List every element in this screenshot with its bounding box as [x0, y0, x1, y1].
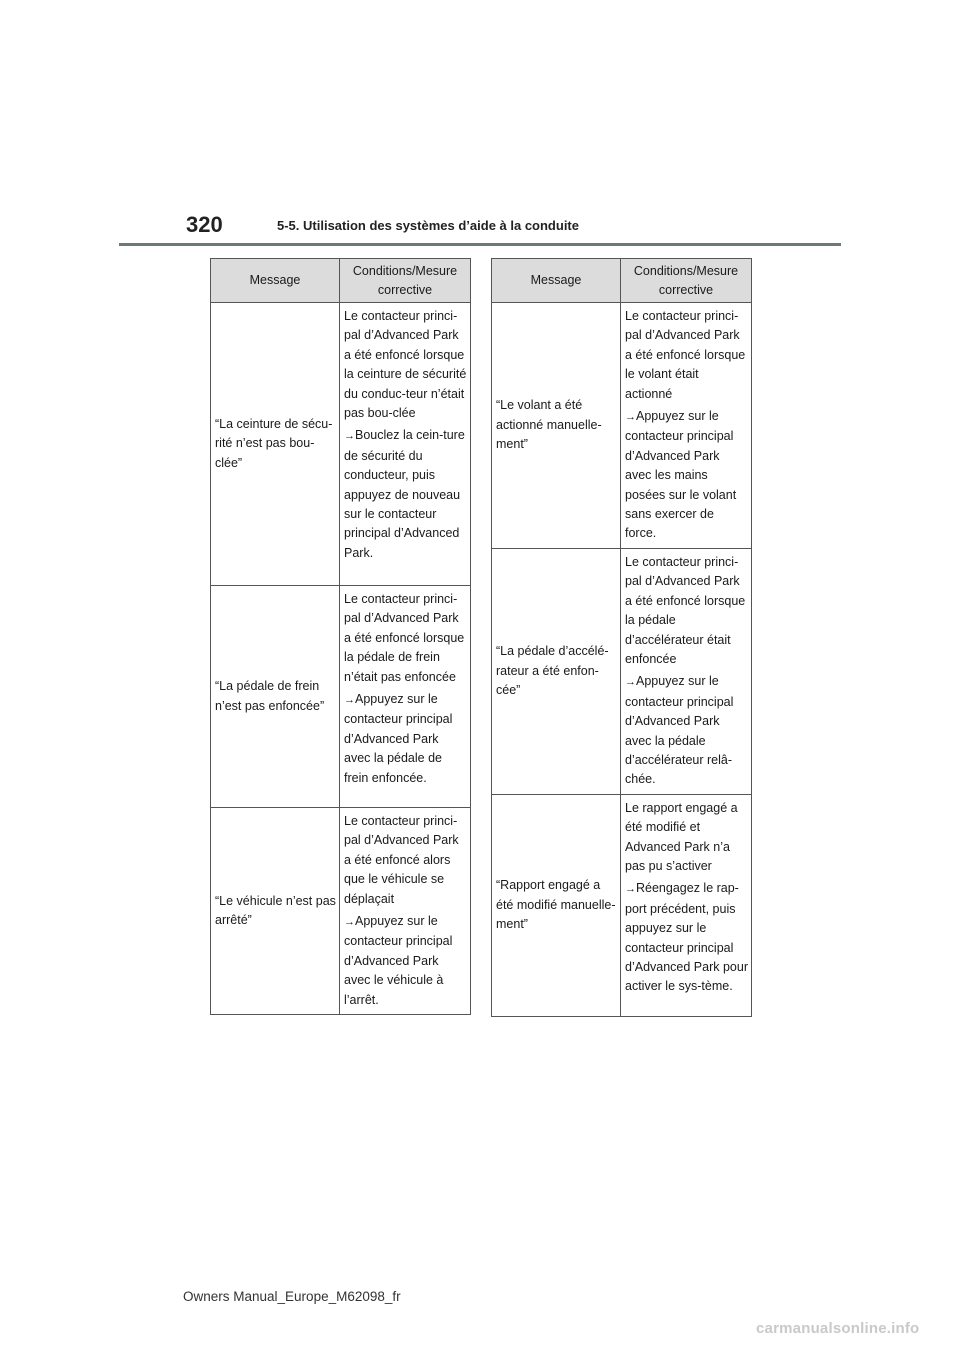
page-number: 320: [186, 212, 223, 237]
message-cell: “La pédale de frein n’est pas enfoncée”: [211, 586, 340, 808]
message-cell: “Le volant a été actionné manuelle-ment”: [492, 303, 621, 549]
section-title: 5-5. Utilisation des systèmes d’aide à la conduite: [277, 218, 579, 233]
action-label: Appuyez sur le contacteur principal d’Advanced Park avec la pédale de frein enfoncée.: [344, 692, 453, 785]
condition-cell: [621, 303, 752, 549]
table-row: [211, 303, 471, 586]
header-rule: [119, 243, 841, 246]
table-row: [492, 303, 752, 549]
table-row: [211, 808, 471, 1015]
condition-cell: [340, 303, 471, 586]
message-header: Message: [492, 259, 621, 303]
message-table-right: [491, 258, 752, 1017]
footer-text: Owners Manual_Europe_M62098_fr: [183, 1289, 401, 1304]
condition-text: Le contacteur princi-pal d’Advanced Park a été enfoncé lorsque le volant était actionné: [625, 309, 746, 401]
message-table-left: [210, 258, 471, 1015]
table-row: [492, 794, 752, 1016]
action-text: [344, 687, 467, 792]
condition-cell: [621, 548, 752, 794]
condition-text: Le contacteur princi-pal d’Advanced Park a été enfoncé alors que le véhicule se déplaçait: [344, 814, 459, 906]
table-row: [492, 548, 752, 794]
condition-text: Le contacteur princi-pal d’Advanced Park a été enfoncé lorsque la pédale de frein n’était pas enfoncée: [344, 592, 465, 684]
message-header: Message: [211, 259, 340, 303]
message-cell: “La ceinture de sécu-rité n’est pas bou-clée”: [211, 303, 340, 586]
table-header-row: [211, 259, 471, 303]
action-label: Appuyez sur le contacteur principal d’Advanced Park avec la pédale d’accélérateur relâ-chée.: [625, 674, 734, 787]
arrow-right-icon: →: [344, 694, 355, 707]
condition-text: Le rapport engagé a été modifié et Advanced Park n’a pas pu s’activer: [625, 800, 738, 873]
message-cell: “Le véhicule n’est pas arrêté”: [211, 808, 340, 1015]
action-label: Appuyez sur le contacteur principal d’Advanced Park avec le véhicule à l’arrêt.: [344, 914, 453, 1007]
watermark: carmanualsonline.info: [756, 1320, 920, 1337]
arrow-right-icon: →: [344, 430, 355, 443]
table-row: [211, 586, 471, 808]
arrow-right-icon: →: [625, 883, 636, 896]
message-cell: “La pédale d’accélé-rateur a été enfon-cée”: [492, 548, 621, 794]
conditions-header: Conditions/Mesure corrective: [621, 259, 752, 303]
condition-text: Le contacteur princi-pal d’Advanced Park a été enfoncé lorsque la ceinture de sécurité du conduc-teur n’était pas bou-clée: [344, 309, 467, 421]
action-text: [625, 404, 748, 548]
action-label: Bouclez la cein-ture de sécurité du conducteur, puis appuyez de nouveau sur le contacteur principal d’Advanced Park.: [344, 428, 465, 560]
conditions-header: Conditions/Mesure corrective: [340, 259, 471, 303]
action-text: [625, 669, 748, 793]
condition-cell: [340, 586, 471, 808]
condition-cell: [621, 794, 752, 1016]
action-label: Appuyez sur le contacteur principal d’Advanced Park avec les mains posées sur le volant sans exercer de force.: [625, 409, 737, 541]
action-label: Réengagez le rap-port précédent, puis appuyez sur le contacteur principal d’Advanced Park pour activer le sys-tème.: [625, 881, 748, 994]
action-text: [625, 876, 748, 1000]
message-cell: “Rapport engagé a été modifié manuelle-ment”: [492, 794, 621, 1016]
condition-text: Le contacteur princi-pal d’Advanced Park a été enfoncé lorsque la pédale d’accélérateur était enfoncée: [625, 554, 746, 666]
arrow-right-icon: →: [625, 411, 636, 424]
table-header-row: [492, 259, 752, 303]
arrow-right-icon: →: [344, 916, 355, 929]
action-text: [344, 909, 467, 1014]
arrow-right-icon: →: [625, 676, 636, 689]
condition-cell: [340, 808, 471, 1015]
action-text: [344, 423, 467, 567]
